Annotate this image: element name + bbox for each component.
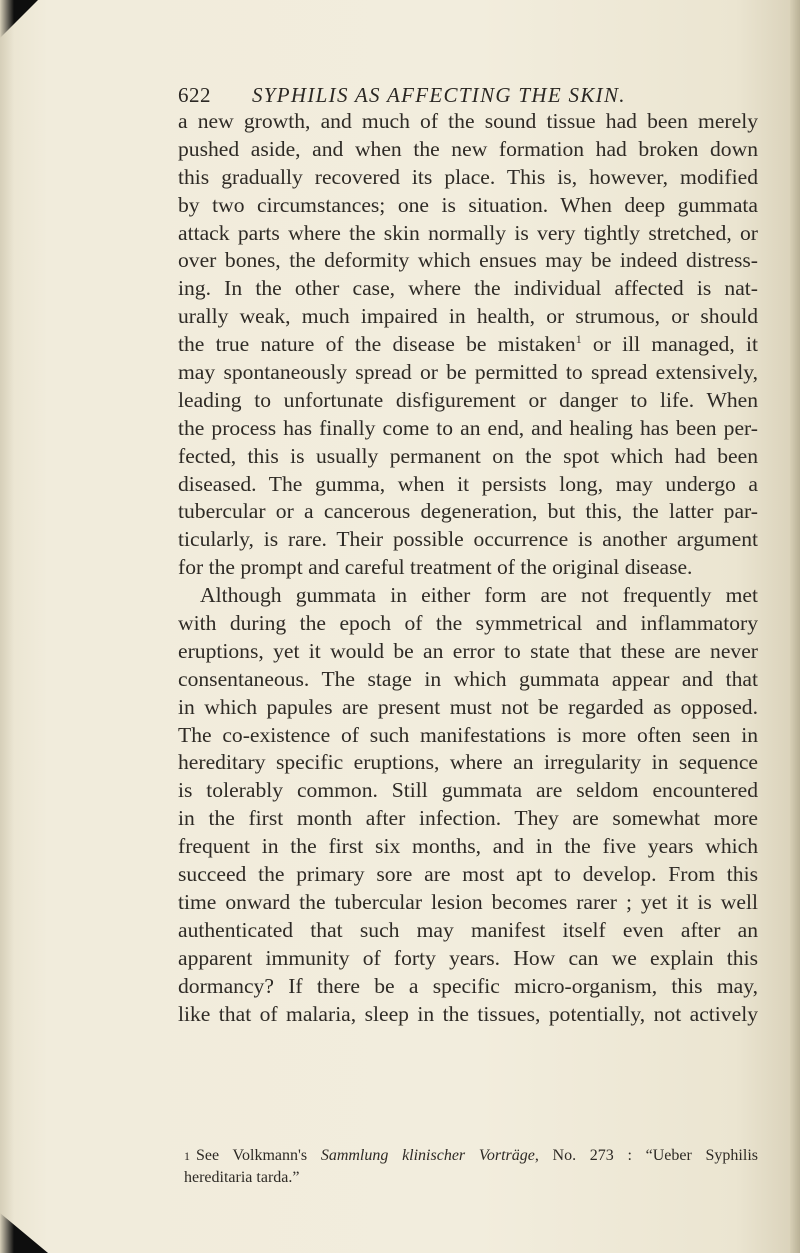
text-line: succeed the primary sore are most apt to develop. From this (178, 862, 758, 887)
text-line: over bones, the deformity which ensues may be indeed distress- (178, 248, 758, 273)
text-line: dormancy? If there be a specific micro-organism, this may, (178, 973, 758, 998)
text-line: eruptions, yet it would be an error to state that these are never (178, 638, 758, 663)
text-line: fected, this is usually permanent on the spot which had been (178, 443, 758, 468)
text-line: in which papules are present must not be regarded as opposed. (178, 694, 758, 719)
running-title: SYPHILIS AS AFFECTING THE SKIN. (252, 83, 626, 107)
running-head (178, 83, 738, 108)
text-line: is tolerably common. Still gummata are seldom encountered (178, 778, 758, 803)
text-line: apparent immunity of forty years. How can we explain this (178, 945, 758, 970)
footnote-marker: 1 (184, 1149, 190, 1163)
text-line: in the first month after infection. They are somewhat more (178, 806, 758, 831)
text-line: ticularly, is rare. Their possible occurrence is another argument (178, 527, 758, 552)
text-line: authenticated that such may manifest itself even after an (178, 917, 758, 942)
text-line: may spontaneously spread or be permitted to spread extensively, (178, 360, 758, 385)
text-line-segment: or ill managed, it (581, 332, 758, 357)
text-line: attack parts where the skin normally is very tightly stretched, or (178, 220, 758, 245)
text-line: the process has finally come to an end, and healing has been per- (178, 415, 758, 440)
text-line: urally weak, much impaired in health, or strumous, or should (178, 304, 758, 329)
footnote-prefix: See Volkmann's (196, 1147, 321, 1164)
text-line: frequent in the first six months, and in the five years which (178, 834, 758, 859)
text-line: like that of malaria, sleep in the tissues, potentially, not actively (178, 1001, 758, 1026)
text-line: ing. In the other case, where the individual affected is nat- (178, 276, 758, 301)
footnote-cited-title: Sammlung klinischer Vorträge (320, 1147, 535, 1164)
text-line: a new growth, and much of the sound tissue had been merely (178, 109, 758, 133)
page-gutter-shadow (0, 0, 14, 1253)
text-line: pushed aside, and when the new formation had broken down (178, 136, 758, 161)
page-number: 622 (178, 83, 211, 107)
footnote (184, 1145, 758, 1189)
footnote-line (184, 1145, 758, 1167)
text-line: tubercular or a cancerous degeneration, but this, the latter par- (178, 499, 758, 524)
text-line: with during the epoch of the symmetrical and inflammatory (178, 611, 758, 636)
text-line: by two circumstances; one is situation. When deep gummata (178, 192, 758, 217)
text-line-with-footnote-ref (178, 331, 758, 359)
footnote-reference: 1 (575, 331, 582, 346)
text-line: time onward the tubercular lesion becomes rarer ; yet it is well (178, 889, 758, 914)
text-line: consentaneous. The stage in which gummata appear and that (178, 666, 758, 691)
text-line: diseased. The gumma, when it persists long, may undergo a (178, 471, 758, 496)
footnote-line: hereditaria tarda.” (184, 1169, 300, 1186)
text-line: leading to unfortunate disfigurement or danger to life. When (178, 387, 758, 412)
page-edge-right (790, 0, 800, 1253)
text-line: this gradually recovered its place. This is, however, modified (178, 164, 758, 189)
footnote-suffix: , No. 273 : “Ueber Syphilis (534, 1147, 758, 1164)
body-text (178, 108, 758, 1028)
text-line: hereditary specific eruptions, where an irregularity in sequence (178, 750, 758, 775)
text-line-segment: the true nature of the disease be mistaken (178, 332, 576, 357)
text-line-paragraph-start: Although gummata in either form are not frequently met (200, 583, 758, 608)
text-line-paragraph-end: for the prompt and careful treatment of the original disease. (178, 555, 693, 580)
text-line: The co-existence of such manifestations is more often seen in (178, 722, 758, 747)
